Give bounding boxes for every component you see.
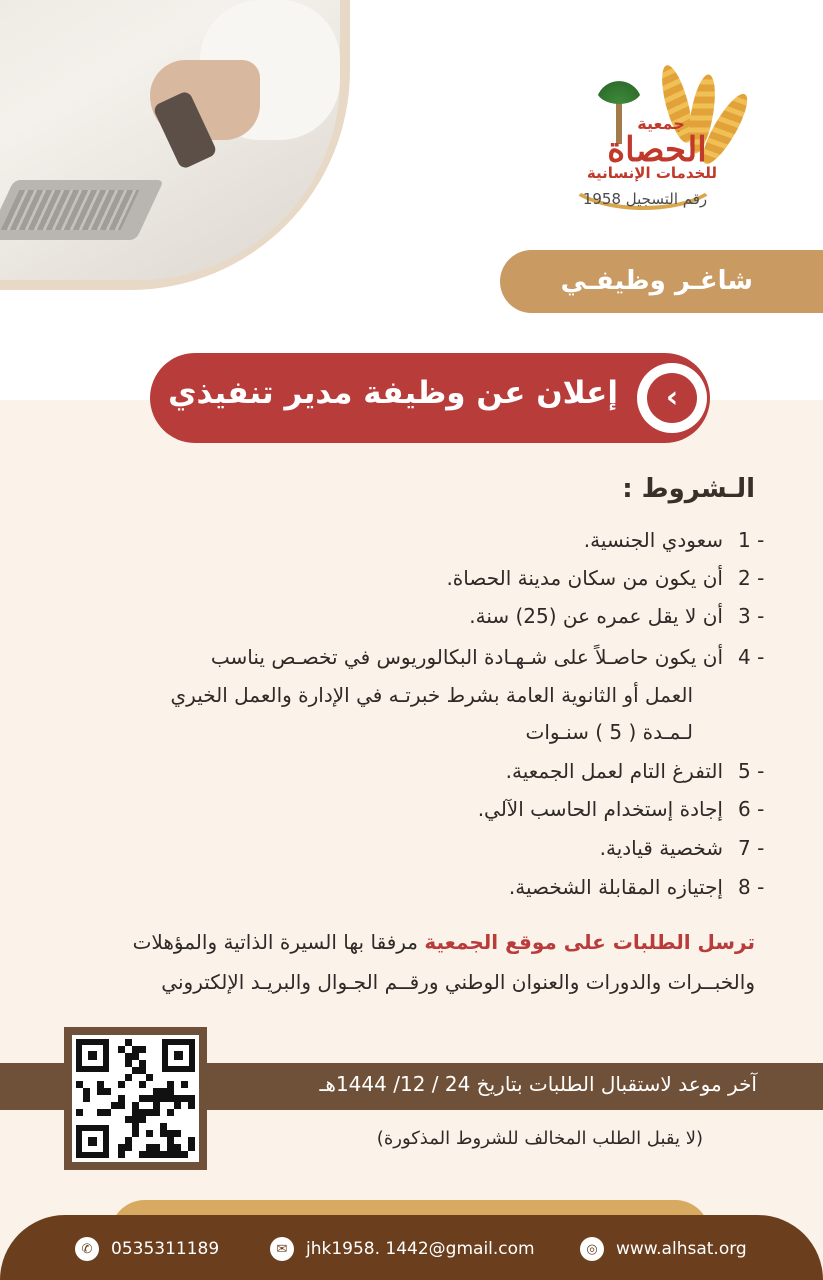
condition-item [63,836,765,860]
qr-module [132,1123,139,1130]
vacancy-label: شاغـر وظيفـي [560,266,753,296]
qr-module [160,1151,167,1158]
logo-name-main: الحصاة [607,130,707,170]
qr-module [167,1088,174,1095]
palm-leaves-icon [596,74,642,104]
condition-text: إجتيازه المقابلة الشخصية. [508,875,723,899]
qr-module [181,1151,188,1158]
qr-module [139,1046,146,1053]
qr-module [118,1081,125,1088]
qr-module [153,1151,160,1158]
condition-item [63,797,765,821]
condition-text: التفرغ التام لعمل الجمعية. [505,759,723,783]
globe-icon: ◎ [580,1237,604,1261]
envelope-icon: ✉ [270,1237,294,1261]
qr-module [118,1151,125,1158]
condition-number: 2 - [738,566,765,590]
submission-line [35,930,755,954]
qr-code[interactable] [72,1035,199,1162]
qr-module [125,1137,132,1144]
condition-text: أن يكون من سكان مدينة الحصاة. [446,566,723,590]
qr-module [160,1088,167,1095]
qr-module [146,1144,153,1151]
submission-text: مرفقا بها السيرة الذاتية والمؤهلات [132,930,419,954]
qr-module [174,1151,181,1158]
qr-module [139,1109,146,1116]
condition-text: أن لا يقل عمره عن (25) سنة. [469,604,723,628]
rejection-note: (لا يقبل الطلب المخالف للشروط المذكورة) [376,1128,703,1149]
qr-module [118,1102,125,1109]
qr-module [125,1053,132,1060]
condition-number: 1 - [738,528,765,552]
chevron-left-icon: ‹ [647,373,697,423]
condition-item [63,645,765,669]
qr-finder [162,1039,195,1072]
qr-module [139,1151,146,1158]
qr-finder [76,1039,109,1072]
qr-module [174,1130,181,1137]
qr-module [125,1060,132,1067]
qr-module [139,1095,146,1102]
conditions-heading: الـشروط : [622,474,755,504]
qr-module [118,1144,125,1151]
condition-text: سعودي الجنسية. [583,528,723,552]
condition-text: أن يكون حاصـلاً على شـهـادة البكالوريوس في تخصـص يناسب [210,645,723,669]
qr-module [76,1109,83,1116]
condition-number: 3 - [738,604,765,628]
qr-module [160,1123,167,1130]
qr-module [167,1144,174,1151]
qr-module [174,1095,181,1102]
qr-module [132,1116,139,1123]
qr-module [139,1116,146,1123]
phone-number: 0535311189 [111,1239,220,1259]
condition-text: إجادة إستخدام الحاسب الآلي. [477,797,723,821]
email-address: jhk1958. 1442@gmail.com [306,1239,535,1259]
condition-number: 4 - [738,645,765,669]
submission-line-2: والخبــرات والدورات والعنوان الوطني ورقــم الجـوال والبريـد الإلكتروني [161,970,755,994]
qr-module [146,1130,153,1137]
qr-module [97,1088,104,1095]
qr-module [146,1095,153,1102]
qr-module [174,1102,181,1109]
condition-item [63,604,765,628]
qr-module [139,1060,146,1067]
qr-module [167,1137,174,1144]
qr-module [125,1116,132,1123]
qr-module [139,1067,146,1074]
logo-name-small: جمعية [637,114,685,133]
qr-module [83,1088,90,1095]
announcement-title: إعلان عن وظيفة مدير تنفيذي [168,375,618,411]
qr-module [83,1095,90,1102]
footer-email[interactable] [270,1237,535,1261]
condition-number: 6 - [738,797,765,821]
logo-name-sub: للخدمات الإنسانية [586,164,718,182]
qr-module [146,1151,153,1158]
qr-module [153,1102,160,1109]
qr-module [167,1151,174,1158]
qr-module [125,1039,132,1046]
website-url: www.alhsat.org [616,1239,747,1259]
qr-module [167,1095,174,1102]
condition-number: 5 - [738,759,765,783]
qr-module [181,1095,188,1102]
deadline-text: آخر موعد لاستقبال الطلبات بتاريخ 24 / 12/ 1444هـ [319,1072,757,1096]
qr-module [146,1074,153,1081]
qr-module [188,1144,195,1151]
qr-module [146,1109,153,1116]
qr-module [153,1144,160,1151]
qr-module [125,1074,132,1081]
qr-module [132,1130,139,1137]
whatsapp-icon: ✆ [75,1237,99,1261]
qr-module [104,1109,111,1116]
condition-number: 7 - [738,836,765,860]
qr-module [76,1081,83,1088]
qr-module [167,1109,174,1116]
laptop-keys-image [1,190,140,230]
condition-text: شخصية قيادية. [599,836,723,860]
qr-module [188,1102,195,1109]
qr-module [174,1144,181,1151]
condition-item [63,875,765,899]
qr-module [153,1095,160,1102]
condition-number: 8 - [738,875,765,899]
announcement-banner [150,353,710,443]
qr-module [97,1081,104,1088]
qr-module [132,1067,139,1074]
condition-continuation: لـمـدة ( 5 ) سنـوات [525,720,693,744]
qr-module [132,1109,139,1116]
qr-module [118,1095,125,1102]
qr-module [188,1137,195,1144]
footer-phone[interactable] [75,1237,219,1261]
qr-finder [76,1125,109,1158]
qr-module [104,1088,111,1095]
qr-module [97,1109,104,1116]
qr-module [111,1102,118,1109]
qr-module [160,1095,167,1102]
qr-module [188,1095,195,1102]
condition-item [63,528,765,552]
qr-module [132,1053,139,1060]
condition-item [63,759,765,783]
condition-continuation: العمل أو الثانوية العامة بشرط خبرتـه في الإدارة والعمل الخيري [170,683,693,707]
qr-module [167,1130,174,1137]
qr-module [160,1130,167,1137]
qr-module [167,1081,174,1088]
qr-module [181,1081,188,1088]
qr-module [125,1144,132,1151]
qr-module [139,1081,146,1088]
condition-item [63,566,765,590]
qr-module [132,1046,139,1053]
submission-highlight: ترسل الطلبات على موقع الجمعية [424,930,755,954]
vacancy-banner [500,250,823,313]
qr-module [118,1046,125,1053]
qr-module [153,1088,160,1095]
qr-module [153,1109,160,1116]
qr-module [132,1102,139,1109]
footer-website[interactable] [580,1237,747,1261]
registration-number: رقم التسجيل 1958 [582,190,708,208]
